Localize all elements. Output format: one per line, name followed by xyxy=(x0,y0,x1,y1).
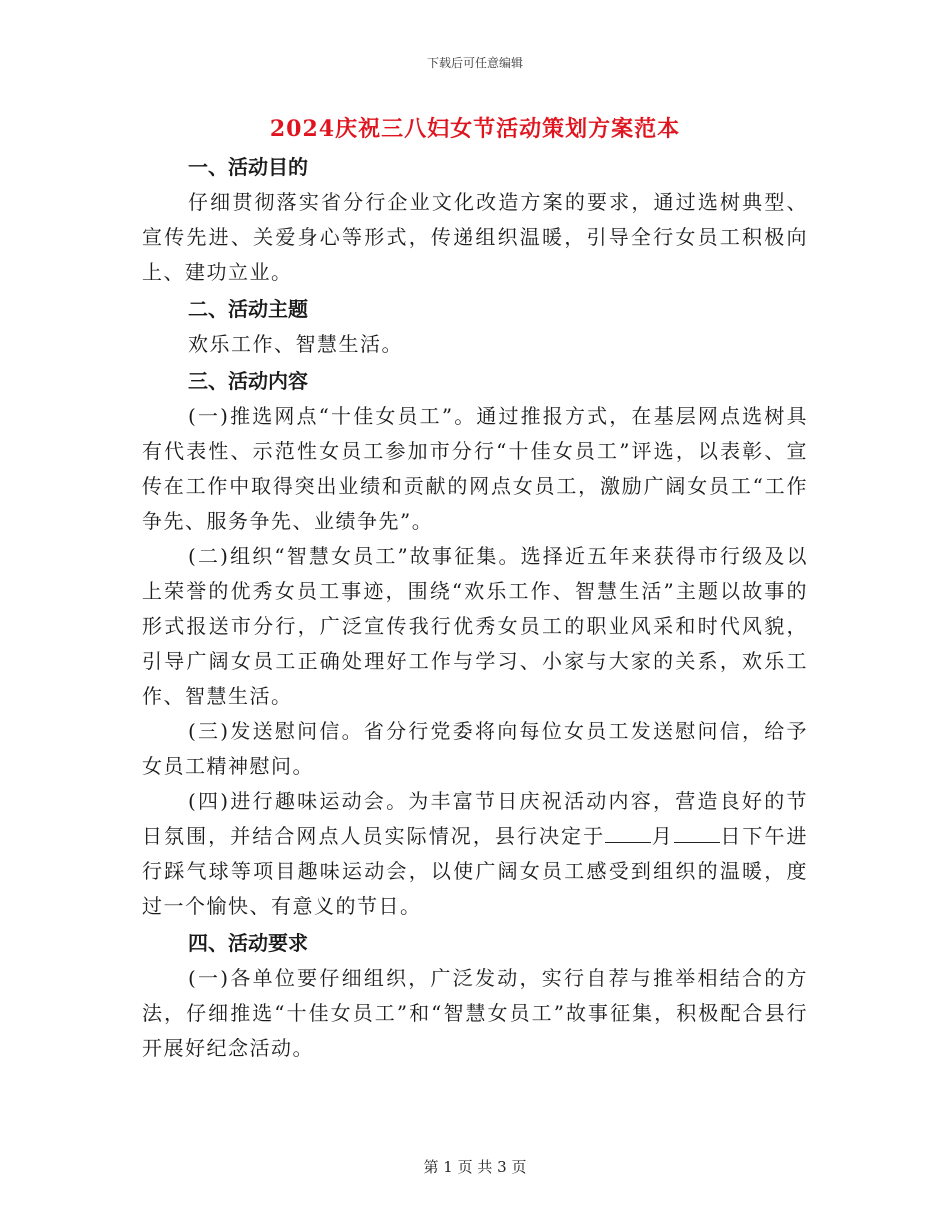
blank-line xyxy=(674,824,720,843)
paragraph-text: (四)进行趣味运动会。为丰富节日庆祝活动内容，营造良好的节日氛围，并结合网点人员实际情况，县行决定于 xyxy=(142,789,808,848)
header-note: 下载后可任意编辑 xyxy=(426,56,523,70)
paragraph: (二)组织“智慧女员工”故事征集。选择近五年来获得市行级及以上荣誉的优秀女员工事迹，围绕“欢乐工作、智慧生活”主题以故事的形式报送市分行，广泛宣传我行优秀女员工的职业风采和时代风貌，引导广阔女员工正确处理好工作与学习、小家与大家的关系，欢乐工作、智慧生活。 xyxy=(142,544,808,708)
paragraph: 欢乐工作、智慧生活。 xyxy=(188,332,403,356)
paragraph: (三)发送慰问信。省分行党委将向每位女员工发送慰问信，给予女员工精神慰问。 xyxy=(142,719,808,778)
paragraph: (一)推选网点“十佳女员工”。通过推报方式，在基层网点选树具有代表性、示范性女员工参加市分行“十佳女员工”评选，以表彰、宣传在工作中取得突出业绩和贡献的网点女员工，激励广阔女员工“工作争先、服务争先、业绩争先”。 xyxy=(142,404,808,533)
section-heading: 四、活动要求 xyxy=(188,931,308,955)
paragraph: (一)各单位要仔细组织，广泛发动，实行自荐与推举相结合的方法，仔细推选“十佳女员工”和“智慧女员工”故事征集，积极配合县行开展好纪念活动。 xyxy=(142,966,808,1060)
page-footer: 第 1 页 共 3 页 xyxy=(423,1158,527,1176)
paragraph-text: 日下午进行踩气球等项目趣味运动会，以使广阔女员工感受到组织的温暖，度过一个愉快、有意义的节日。 xyxy=(142,824,809,918)
paragraph xyxy=(142,784,808,924)
document-title: 2024庆祝三八妇女节活动策划方案范本 xyxy=(269,116,681,142)
section-heading: 三、活动内容 xyxy=(188,369,308,393)
section-heading: 二、活动主题 xyxy=(188,297,308,321)
document-body xyxy=(142,148,808,1066)
paragraph: 仔细贯彻落实省分行企业文化改造方案的要求，通过选树典型、宣传先进、关爱身心等形式，传递组织温暖，引导全行女员工积极向上、建功立业。 xyxy=(142,190,808,284)
section-heading: 一、活动目的 xyxy=(188,155,308,179)
paragraph-text: 月 xyxy=(651,824,674,848)
blank-line xyxy=(605,824,651,843)
